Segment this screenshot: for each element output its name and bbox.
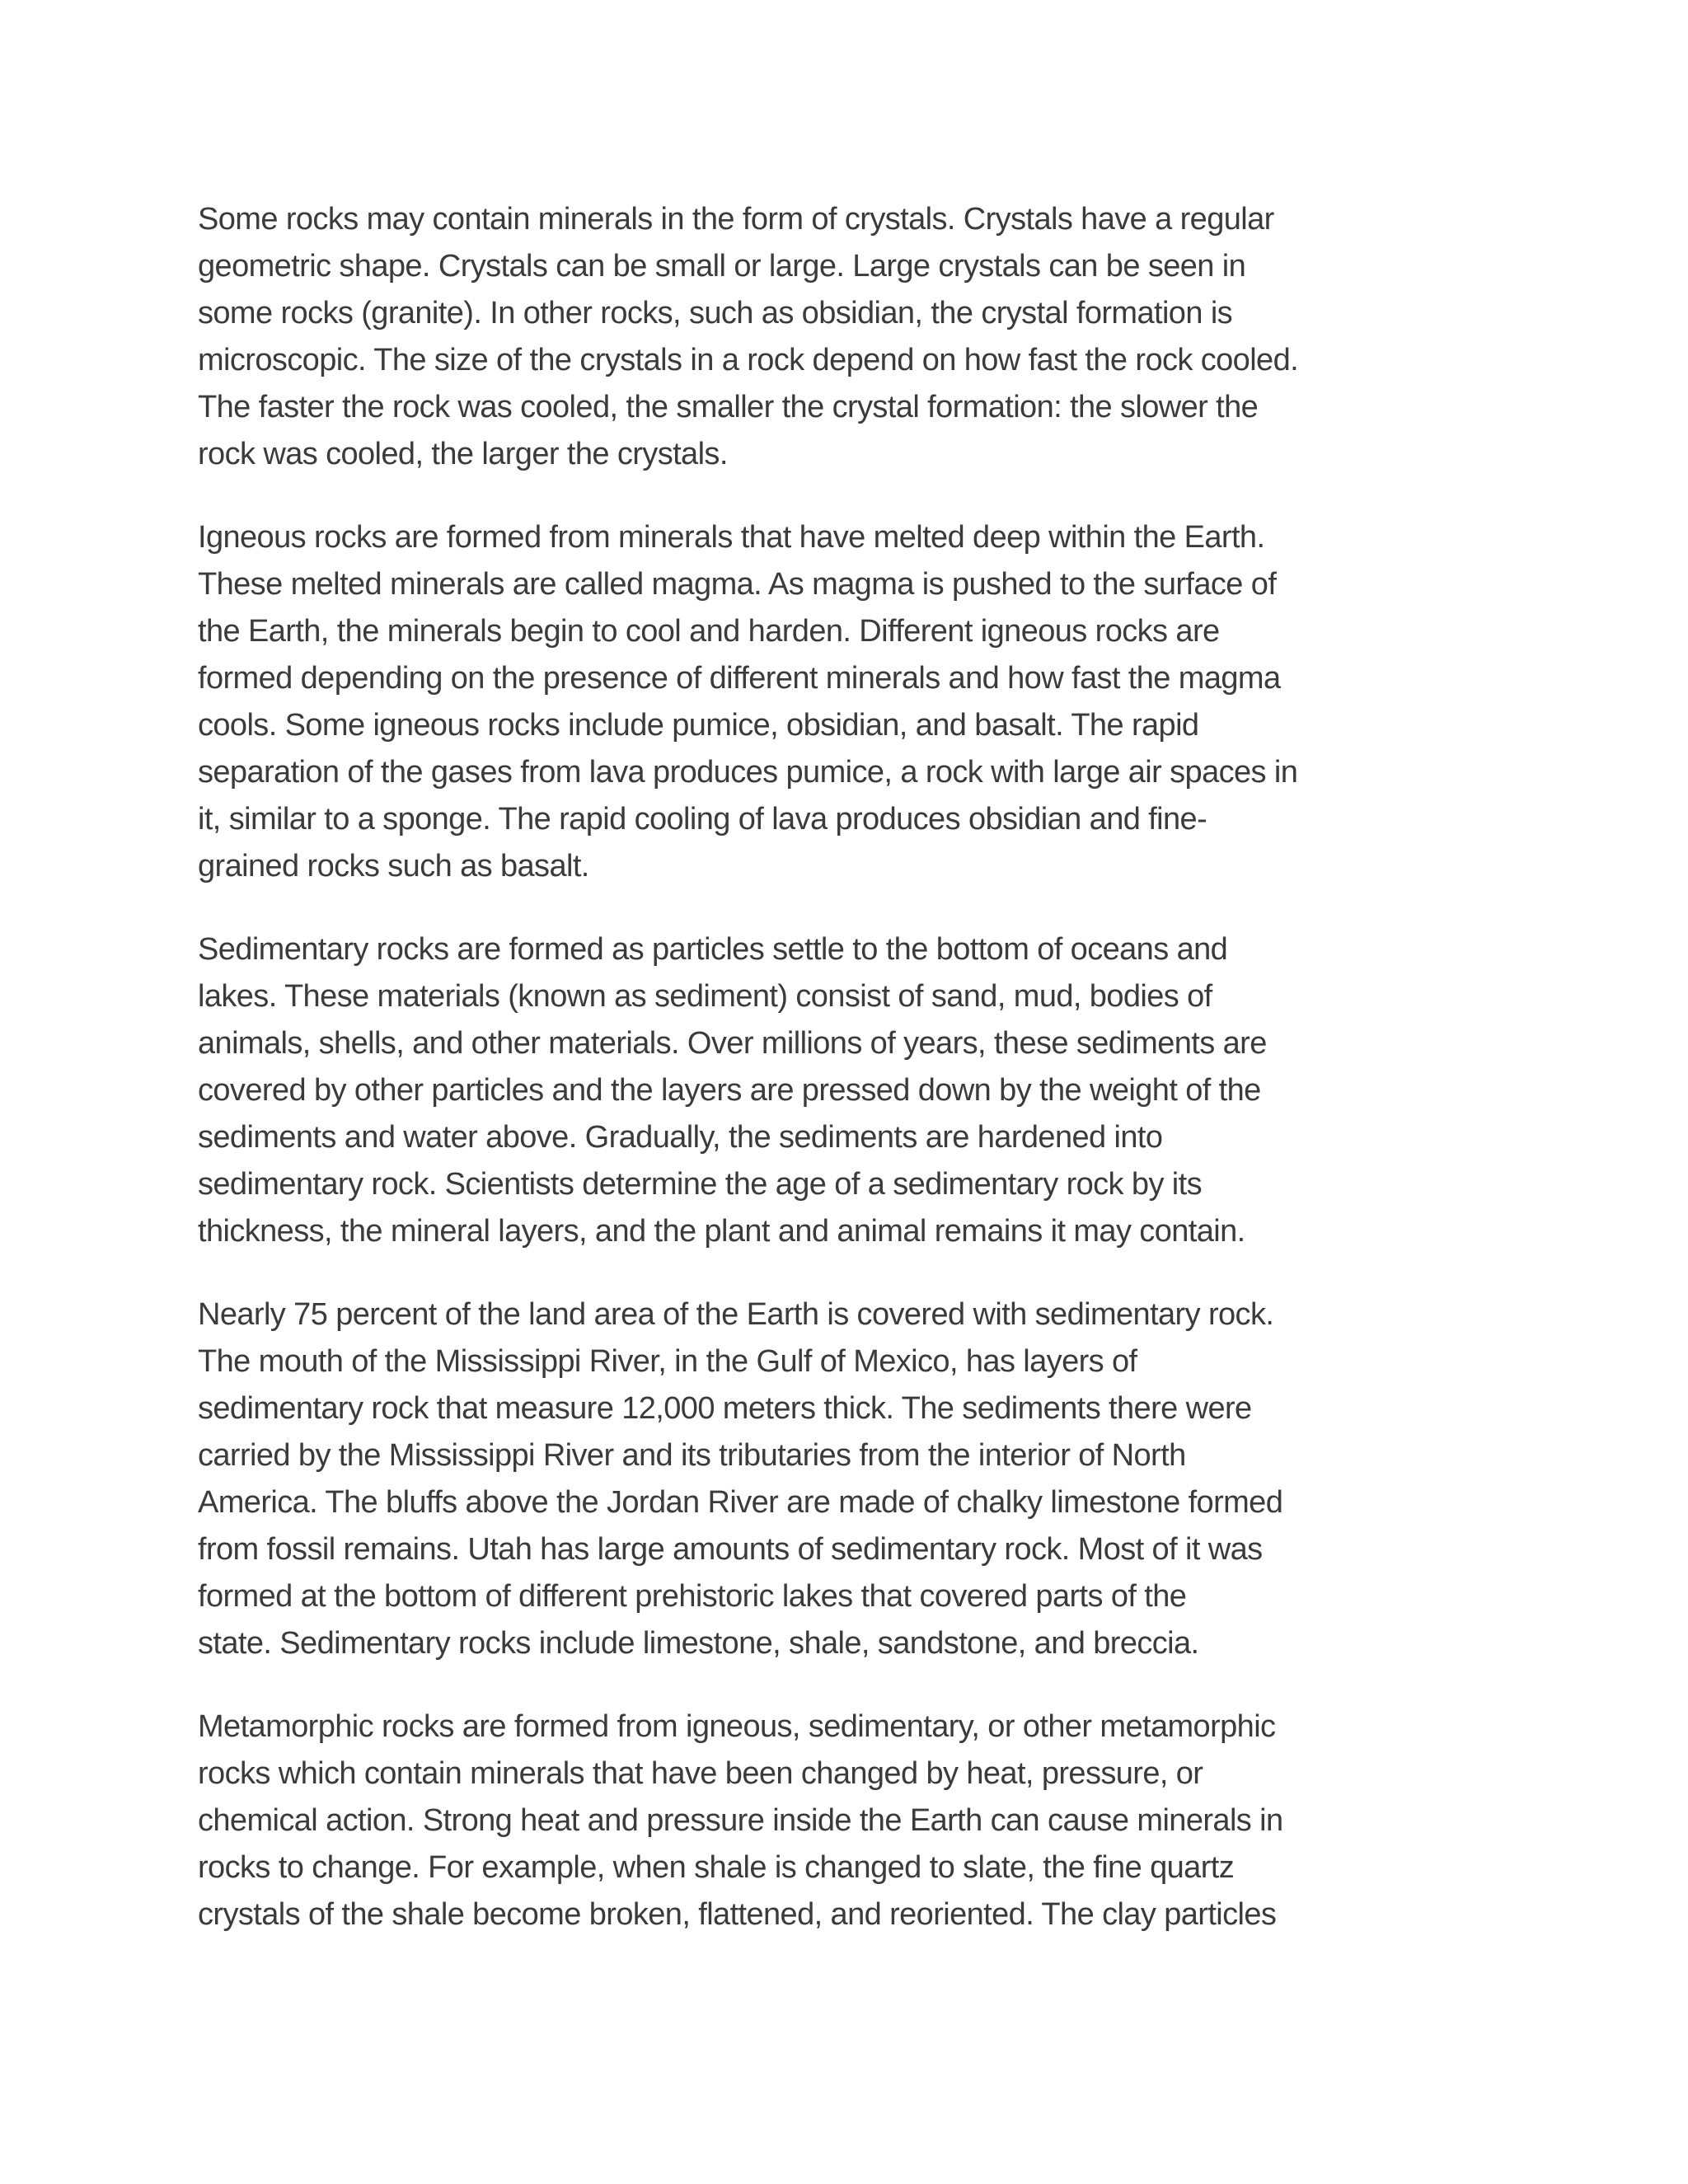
paragraph-igneous xyxy=(198,514,1500,890)
text-line: from fossil remains. Utah has large amounts of sedimentary rock. Most of it was xyxy=(198,1532,1263,1567)
text-line: microscopic. The size of the crystals in a rock depend on how fast the rock cooled. xyxy=(198,343,1299,377)
text-line: Igneous rocks are formed from minerals that have melted deep within the Earth. xyxy=(198,520,1265,555)
text-line: the Earth, the minerals begin to cool and harden. Different igneous rocks are xyxy=(198,614,1220,649)
text-line: rock was cooled, the larger the crystals. xyxy=(198,437,728,471)
text-line: sedimentary rock that measure 12,000 meters thick. The sediments there were xyxy=(198,1391,1252,1426)
text-line: separation of the gases from lava produces pumice, a rock with large air spaces in xyxy=(198,755,1298,790)
text-line: it, similar to a sponge. The rapid cooling of lava produces obsidian and fine- xyxy=(198,802,1207,837)
paragraph-metamorphic xyxy=(198,1704,1500,1938)
text-line: covered by other particles and the layers are pressed down by the weight of the xyxy=(198,1073,1261,1108)
text-line: America. The bluffs above the Jordan River are made of chalky limestone formed xyxy=(198,1485,1283,1520)
text-line: These melted minerals are called magma. As magma is pushed to the surface of xyxy=(198,567,1277,602)
text-line: formed at the bottom of different prehistoric lakes that covered parts of the xyxy=(198,1579,1187,1614)
text-line: Metamorphic rocks are formed from igneous, sedimentary, or other metamorphic xyxy=(198,1709,1276,1744)
text-line: Sedimentary rocks are formed as particles settle to the bottom of oceans and xyxy=(198,932,1228,967)
text-line: formed depending on the presence of different minerals and how fast the magma xyxy=(198,661,1281,696)
text-line: crystals of the shale become broken, flattened, and reoriented. The clay particles xyxy=(198,1897,1277,1932)
text-line: sedimentary rock. Scientists determine the age of a sedimentary rock by its xyxy=(198,1167,1202,1202)
paragraph-sedimentary-extent xyxy=(198,1291,1500,1667)
text-line: state. Sedimentary rocks include limestone, shale, sandstone, and breccia. xyxy=(198,1626,1199,1661)
text-line: thickness, the mineral layers, and the plant and animal remains it may contain. xyxy=(198,1214,1245,1249)
text-line: geometric shape. Crystals can be small or large. Large crystals can be seen in xyxy=(198,249,1246,284)
paragraph-sedimentary xyxy=(198,926,1500,1255)
text-line: chemical action. Strong heat and pressure inside the Earth can cause minerals in xyxy=(198,1803,1283,1838)
text-line: Some rocks may contain minerals in the form of crystals. Crystals have a regular xyxy=(198,202,1274,237)
text-line: The mouth of the Mississippi River, in the Gulf of Mexico, has layers of xyxy=(198,1344,1137,1379)
text-line: The faster the rock was cooled, the smaller the crystal formation: the slower the xyxy=(198,390,1259,424)
document-body xyxy=(198,196,1500,1975)
text-line: carried by the Mississippi River and its tributaries from the interior of North xyxy=(198,1438,1186,1473)
text-line: lakes. These materials (known as sediment) consist of sand, mud, bodies of xyxy=(198,979,1212,1014)
paragraph-crystals xyxy=(198,196,1500,478)
text-line: Nearly 75 percent of the land area of the Earth is covered with sedimentary rock. xyxy=(198,1297,1274,1332)
text-line: cools. Some igneous rocks include pumice, obsidian, and basalt. The rapid xyxy=(198,708,1199,743)
text-line: rocks to change. For example, when shale is changed to slate, the fine quartz xyxy=(198,1850,1235,1885)
text-line: some rocks (granite). In other rocks, such as obsidian, the crystal formation is xyxy=(198,296,1233,330)
text-line: rocks which contain minerals that have been changed by heat, pressure, or xyxy=(198,1756,1203,1791)
text-line: sediments and water above. Gradually, the sediments are hardened into xyxy=(198,1120,1163,1155)
text-line: grained rocks such as basalt. xyxy=(198,849,589,883)
text-line: animals, shells, and other materials. Over millions of years, these sediments are xyxy=(198,1026,1267,1061)
